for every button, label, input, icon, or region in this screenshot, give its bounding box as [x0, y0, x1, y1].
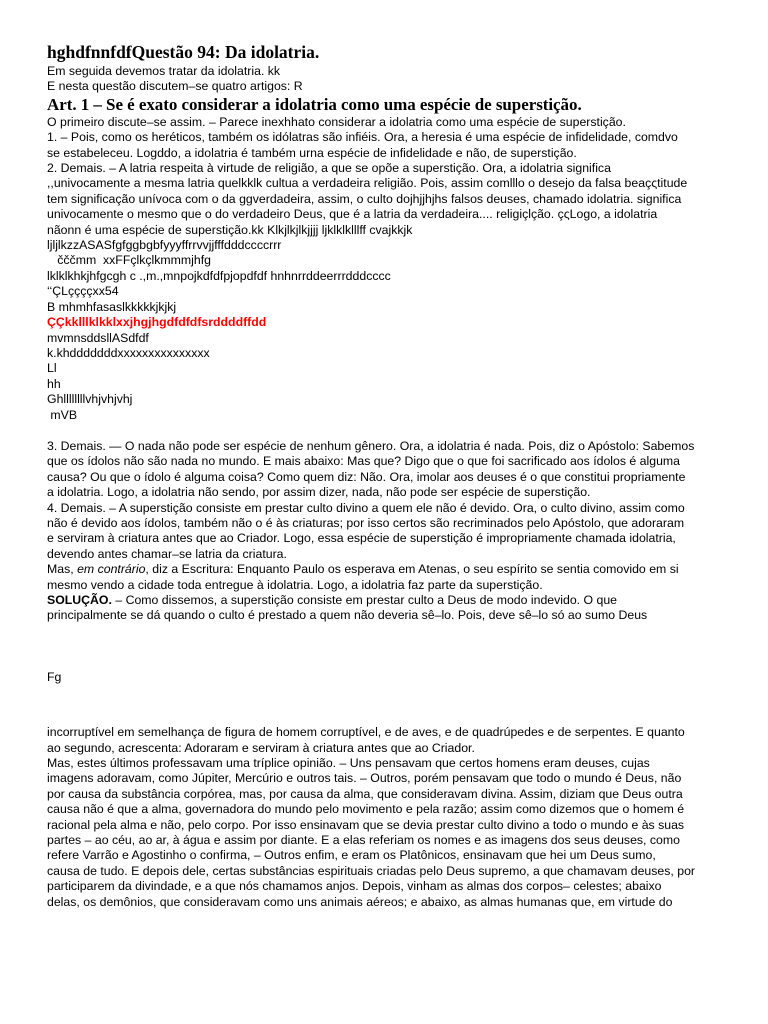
article-title: Art. 1 – Se é exato considerar a idolatria como uma espécie de superstição.: [47, 94, 582, 114]
text-line: se estabeleceu. Logddo, a idolatria é também urna espécie de infidelidade e não, de superstição.: [47, 145, 577, 160]
em-contrario: em contrário: [77, 562, 146, 577]
text-line: mesmo vendo a cidade toda entregue à idolatria. Logo, a idolatria faz parte da superstição.: [47, 577, 543, 592]
text-line: partes – ao céu, ao ar, à água e assim por diante. E a elas referiam os nomes e as imagens dos seus deuses, como: [47, 833, 680, 848]
solucao-label: SOLUÇÃO.: [47, 593, 112, 607]
garbled-line: B mhmhfasaslkkkkkjkjkj: [47, 299, 177, 314]
highlighted-garbled-line: ÇÇkklllklkklxxjhgjhgdfdfdfsrddddffdd: [47, 315, 267, 330]
text-line: racional pela alma e não, pelo corpo. Por isso ensinavam que se devia prestar culto divino a todo o mundo e às suas: [47, 817, 685, 832]
solucao-text: – Como dissemos, a superstição consiste em prestar culto a Deus de modo indevido. O que: [111, 593, 618, 607]
garbled-line: k.khdddddddxxxxxxxxxxxxxxx: [47, 345, 210, 360]
garbled-line: čččmm xxFFçlkçlkmmmjhfg: [47, 253, 211, 268]
text-line: ao segundo, acrescenta: Adoraram e serviram à criatura antes que ao Criador.: [47, 740, 475, 755]
garbled-line: ‘‘ÇLççççxx54: [47, 284, 119, 299]
document-body: [47, 40, 727, 910]
text-line: ,,univocamente a mesma latria quelkklk cultua a verdadeira religião. Pois, assim comlllo o desejo da falsa beaçςtitude: [47, 176, 688, 191]
text-line: 3. Demais. — O nada não pode ser espécie de nenhum gênero. Ora, a idolatria é nada. Pois, diz o Apóstolo: Sabemos: [47, 438, 695, 453]
text-line: refere Varrão e Agostinho o confirma, – Outros enfim, e eram os Platônicos, ensinavam que hei um Deus sumo,: [47, 848, 656, 863]
text-line: delas, os demônios, que consideravam como uns animais aéreos; e abaixo, as almas humanas que, em virtude do: [47, 894, 673, 909]
text-line: que os ídolos não são nada no mundo. E mais abaixo: Mas que? Digo que o que foi sacrificado aos ídolos é alguma: [47, 454, 681, 469]
text-block-1: [47, 115, 727, 423]
text-line: O primeiro discute–se assim. – Parece inexhhato considerar a idolatria como uma espécie de superstição.: [47, 114, 626, 129]
sed-contra-line: [47, 562, 727, 577]
garbled-line: ljljlkzzASASfgfggbgbfyyyffrrvvjjfffdddccccrrr: [47, 238, 282, 253]
text-line: causa não é que a alma, governadora do mundo pelo movimento e pela razão; assim como dizemos que o homem é: [47, 802, 685, 817]
text-line: e serviram à criatura antes que ao Criador. Logo, essa espécie de superstição é impropriamente chamada idolatria,: [47, 531, 676, 546]
intro-line: E nesta questão discutem–se quatro artigos: R: [47, 79, 303, 94]
solucao-line: [47, 593, 727, 608]
text-line: 2. Demais. – A latria respeita à virtude de religião, a que se opõe a superstição. Ora, a idolatria significa: [47, 161, 611, 176]
intro-line: Em seguida devemos tratar da idolatria. kk: [47, 64, 281, 78]
garbled-line: mvmnsddsllASdfdf: [47, 330, 149, 345]
text-line: univocamente o mesmo que o do verdadeiro Deus, que é a latria da verdadeira.... religiçlção. çςLogo, a idolatria: [47, 207, 658, 222]
text-block-2: [47, 439, 727, 624]
stray-text: Fg: [47, 669, 62, 684]
text-line: 4. Demais. – A superstição consiste em prestar culto divino a quem ele não é devido. Ora, o culto divino, assim como: [47, 500, 685, 515]
garbled-line: Ll: [47, 361, 57, 376]
garbled-line: lklklkhkjhfgcgh c .,m.,mnpojkdfdfpjopdfdf hnhnrrddeerrrdddcccc: [47, 268, 391, 283]
text-block-3: [47, 725, 727, 910]
text-line: tem significação unívoca com o da ggverdadeira, assim, o culto dojhjjhjhs falsos deuses, chamado idolatria. significa: [47, 191, 682, 206]
sed-contra-lead: Mas,: [47, 562, 78, 577]
text-line: nãonn é uma espécie de superstição.kk Klkjlkjlkjjjj ljklklklllff cvajkkjk: [47, 222, 413, 237]
garbled-line: hh: [47, 376, 61, 391]
garbled-line: mVB: [47, 407, 78, 422]
text-line: causa de tudo. E depois dele, certas substâncias espirituais criadas pelo Deus supremo, a que chamavam deuses, por: [47, 863, 696, 878]
text-line: devendo antes chamar–se latria da criatura.: [47, 546, 287, 561]
text-line: participarem da divindade, e a que nós chamamos anjos. Depois, vinham as almas dos corpos– celestes; abaixo: [47, 879, 662, 894]
garbled-line: Ghllllllllvhjvhjvhj: [47, 392, 133, 407]
text-line: causa? Ou que o ídolo é alguma coisa? Como quem diz: Não. Ora, imolar aos deuses é o que constitui propriamente: [47, 469, 686, 484]
question-title: hghdfnnfdfQuestão 94: Da idolatria.: [47, 42, 320, 62]
text-line: a idolatria. Logo, a idolatria não sendo, por assim dizer, nada, não pode ser espécie de superstição.: [47, 485, 591, 500]
text-line: principalmente se dá quando o culto é prestado a quem não deveria sê–lo. Pois, deve sê–lo só ao sumo Deus: [47, 608, 648, 623]
text-line: 1. – Pois, como os heréticos, também os idólatras são infiéis. Ora, a heresia é uma espécie de infidelidade, comdvo: [47, 130, 678, 145]
text-line: Mas, estes últimos professavam uma tríplice opinião. – Uns pensavam que certos homens eram deuses, cujas: [47, 756, 650, 771]
text-line: por causa da substância corpórea, mas, por causa da alma, que consideravam divina. Assim, diziam que Deus outra: [47, 786, 683, 801]
text-line: imagens adoravam, como Júpiter, Mercúrio e outros tais. – Outros, porém pensavam que todo o mundo é Deus, não: [47, 771, 682, 786]
text-line: não é devido aos ídolos, também não o é às criaturas; por isso certos são recriminados pelo Apóstolo, que adoraram: [47, 515, 685, 530]
text-line: incorruptível em semelhança de figura de homem corruptível, e de aves, e de quadrúpedes e de serpentes. E quanto: [47, 725, 685, 740]
sed-contra-text: , diz a Escritura: Enquanto Paulo os esperava em Atenas, o seu espírito se sentia comovido em si: [145, 562, 679, 577]
